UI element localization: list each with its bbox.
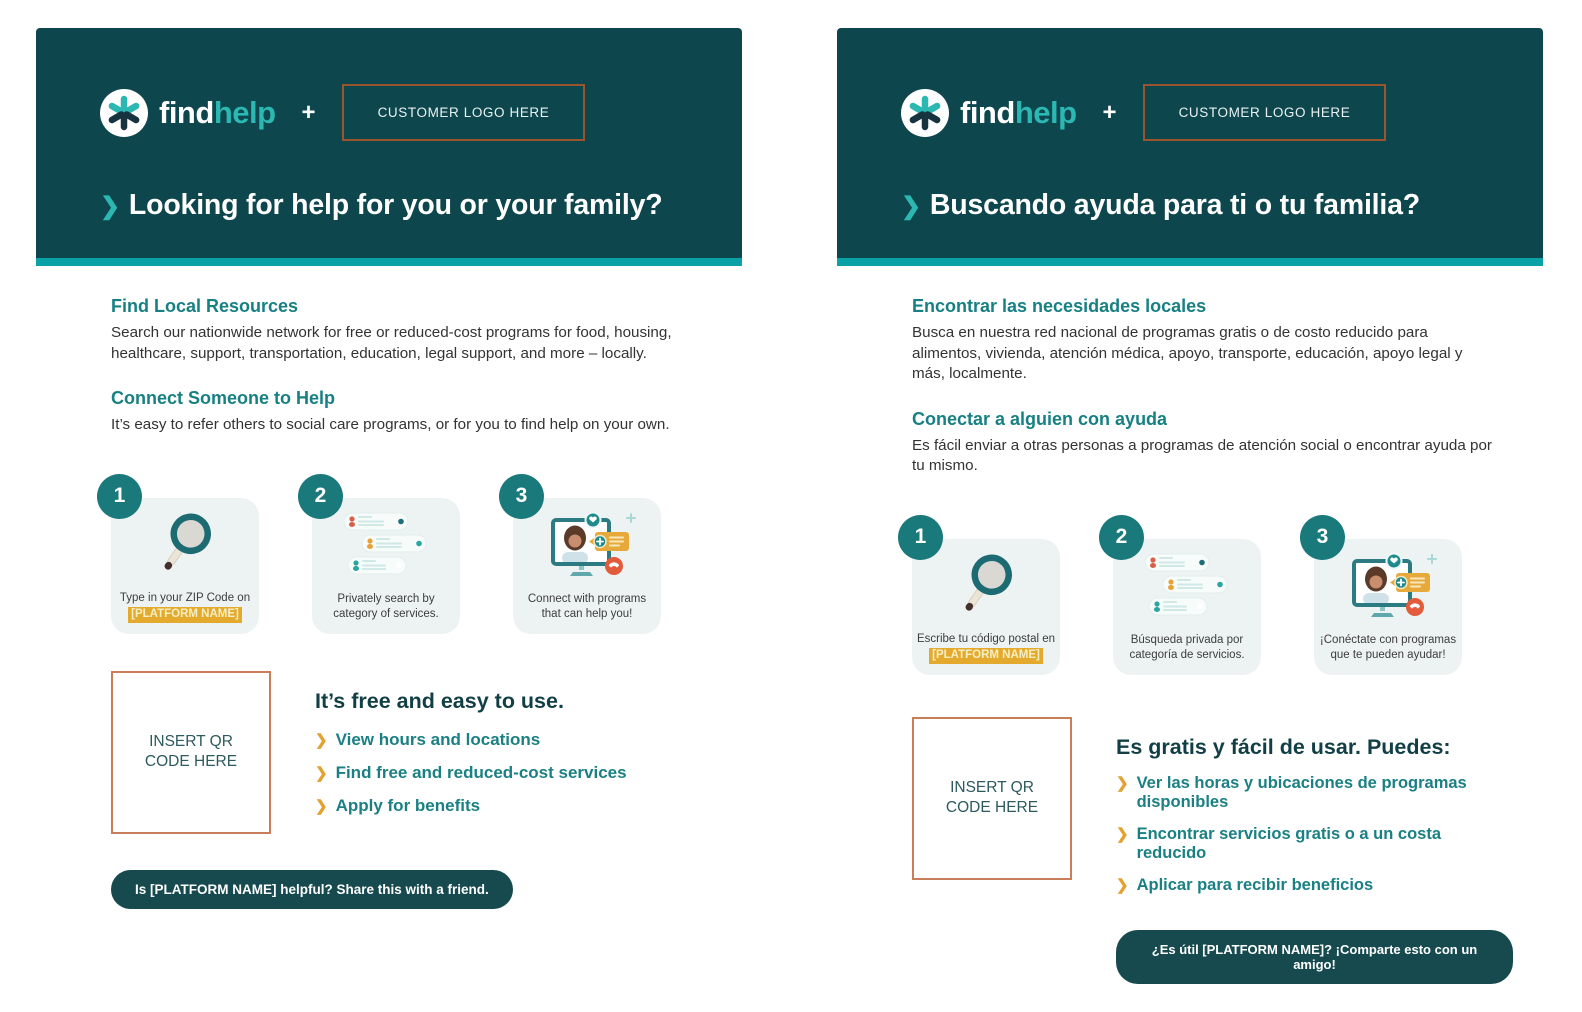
section-find-resources	[912, 296, 1497, 385]
platform-name-highlight: [PLATFORM NAME]	[929, 648, 1043, 664]
step-caption	[528, 592, 646, 623]
step-caption-line: Privately search by	[337, 592, 435, 605]
share-button[interactable]: Is [PLATFORM NAME] helpful? Share this with a friend.	[111, 870, 513, 909]
step-card-2	[312, 484, 460, 634]
section-body: Search our nationwide network for free or reduced-cost programs for food, housing, healthcare, support, transportation, education, legal support, and more – locally.	[111, 324, 672, 362]
step-caption-line: Búsqueda privada por	[1130, 633, 1244, 646]
step-caption-line: category of services.	[333, 608, 439, 621]
step-caption	[1320, 633, 1456, 664]
step-card-3	[513, 484, 661, 634]
step-number-badge: 1	[97, 474, 142, 519]
findhelp-logo	[901, 89, 1077, 137]
step-card-2	[1113, 525, 1261, 675]
step-caption-line: Type in your ZIP Code on	[119, 591, 251, 604]
qr-benefits-row	[111, 671, 712, 834]
step-card-1	[111, 484, 259, 634]
step-caption-line: Connect with programs	[527, 592, 647, 605]
benefits-heading: Es gratis y fácil de usar. Puedes:	[1116, 734, 1451, 759]
logo-row	[901, 84, 1503, 141]
section-connect-help	[912, 409, 1497, 477]
chevron-icon: ❯	[315, 797, 328, 815]
benefit-item	[315, 796, 627, 816]
qr-code-placeholder: INSERT QR CODE HERE	[111, 671, 271, 834]
benefit-label: Apply for benefits	[335, 795, 481, 815]
chevron-icon: ❯	[100, 193, 120, 220]
benefit-item	[315, 730, 627, 750]
section-heading: Encontrar las necesidades locales	[912, 296, 1207, 316]
qr-code-placeholder: INSERT QR CODE HERE	[912, 717, 1072, 880]
benefit-item	[1116, 825, 1513, 863]
benefit-label: View hours and locations	[335, 729, 541, 749]
section-find-resources	[111, 296, 696, 364]
flyer-headline	[901, 189, 1503, 222]
findhelp-logo	[100, 89, 276, 137]
findhelp-asterisk-icon	[100, 89, 148, 137]
step-caption	[333, 592, 438, 623]
steps-row	[912, 525, 1513, 675]
chevron-icon: ❯	[315, 731, 328, 749]
flyer-headline	[100, 189, 702, 222]
benefit-item	[1116, 876, 1513, 895]
headline-text: Looking for help for you or your family?	[128, 189, 663, 221]
findhelp-wordmark: findhelp	[960, 95, 1077, 130]
section-body: Es fácil enviar a otras personas a programas de atención social o encontrar ayuda por tu mismo.	[912, 436, 1492, 475]
step-number-badge: 1	[898, 515, 943, 560]
flyer-header	[837, 28, 1543, 266]
findhelp-asterisk-icon	[901, 89, 949, 137]
step-caption	[120, 591, 250, 623]
benefits-heading: It’s free and easy to use.	[315, 688, 564, 713]
customer-logo-placeholder: CUSTOMER LOGO HERE	[1143, 84, 1387, 141]
step-caption-line: that can help you!	[541, 608, 633, 621]
step-caption-line: ¡Conéctate con programas	[1319, 633, 1457, 646]
step-caption-line: categoría de servicios.	[1129, 649, 1245, 662]
flyer-spanish	[837, 28, 1543, 984]
plus-sign: +	[301, 98, 316, 126]
platform-name-highlight: [PLATFORM NAME]	[128, 607, 242, 623]
step-caption-line: que te pueden ayudar!	[1330, 649, 1446, 662]
benefit-label: Find free and reduced-cost services	[335, 762, 627, 782]
qr-benefits-row	[912, 717, 1513, 984]
section-heading: Find Local Resources	[111, 296, 299, 316]
flyer-body	[837, 266, 1543, 984]
step-number-badge: 2	[1099, 515, 1144, 560]
customer-logo-placeholder: CUSTOMER LOGO HERE	[342, 84, 586, 141]
benefit-label: Aplicar para recibir beneficios	[1136, 875, 1374, 894]
step-number-badge: 2	[298, 474, 343, 519]
step-caption	[1129, 633, 1244, 664]
benefit-label: Encontrar servicios gratis o a un costa reducido	[1136, 824, 1442, 862]
section-heading: Conectar a alguien con ayuda	[912, 408, 1168, 429]
step-card-1	[912, 525, 1060, 675]
share-button[interactable]: ¿Es útil [PLATFORM NAME]? ¡Comparte esto con un amigo!	[1116, 930, 1513, 984]
flyer-body	[36, 266, 742, 909]
section-heading: Connect Someone to Help	[111, 388, 336, 409]
benefit-label: Ver las horas y ubicaciones de programas disponibles	[1136, 773, 1467, 811]
step-caption	[917, 632, 1055, 664]
plus-sign: +	[1102, 98, 1117, 126]
section-connect-help	[111, 388, 696, 436]
chevron-icon: ❯	[1116, 876, 1129, 894]
step-caption-line: Escribe tu código postal en	[916, 632, 1056, 645]
benefits-block	[315, 671, 627, 834]
logo-row	[100, 84, 702, 141]
section-body: Busca en nuestra red nacional de programas gratis o de costo reducido para alimentos, vivienda, atención médica, apoyo, transporte, educación, apoyo legal y más, localmente.	[912, 324, 1463, 383]
flyer-english	[36, 28, 742, 909]
benefits-block	[1116, 717, 1513, 984]
chevron-icon: ❯	[315, 764, 328, 782]
benefit-item	[1116, 774, 1513, 812]
section-body: It’s easy to refer others to social care programs, or for you to find help on your own.	[111, 416, 670, 434]
step-card-3	[1314, 525, 1462, 675]
step-number-badge: 3	[1300, 515, 1345, 560]
chevron-icon: ❯	[1116, 774, 1129, 792]
benefit-item	[315, 763, 627, 783]
findhelp-wordmark: findhelp	[159, 95, 276, 130]
chevron-icon: ❯	[1116, 825, 1129, 843]
steps-row	[111, 484, 712, 634]
chevron-icon: ❯	[901, 193, 921, 220]
flyer-header	[36, 28, 742, 266]
step-number-badge: 3	[499, 474, 544, 519]
headline-text: Buscando ayuda para ti o tu familia?	[929, 189, 1420, 221]
